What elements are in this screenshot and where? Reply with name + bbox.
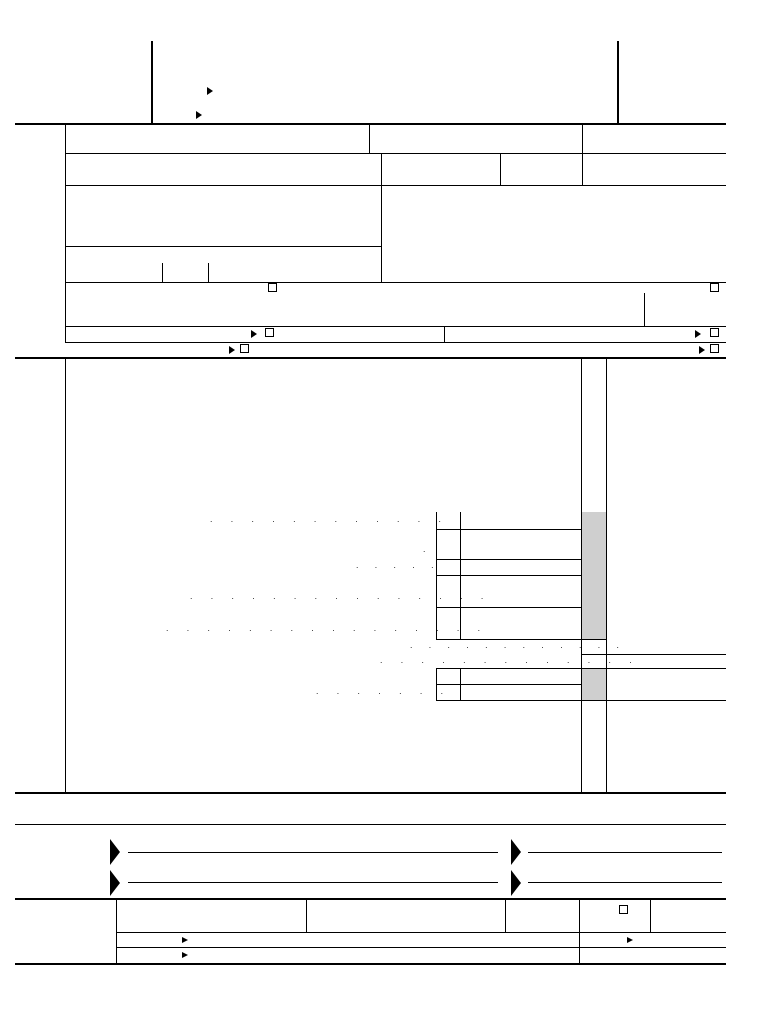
dot-leader: .	[423, 544, 426, 554]
part2-left-rule	[65, 358, 66, 792]
rule	[15, 824, 726, 825]
rule	[505, 899, 506, 932]
preparer-name-input[interactable]	[121, 913, 304, 930]
rule	[116, 899, 117, 963]
amount-13-input[interactable]	[461, 669, 580, 684]
executor-date-input[interactable]	[535, 836, 721, 851]
rule	[116, 932, 726, 933]
shade	[582, 668, 606, 700]
executor-address-input[interactable]	[386, 224, 722, 269]
firm-address-input[interactable]	[195, 949, 575, 962]
multiple-executors-checkbox-end[interactable]	[710, 283, 719, 292]
dot-leader: . . . . . . . . . . . . .	[380, 655, 640, 665]
self-employed-checkbox[interactable]	[619, 905, 628, 914]
header-rule	[15, 123, 726, 125]
firm-phone-input[interactable]	[636, 949, 722, 962]
part-rule	[15, 898, 726, 900]
arrow-icon	[695, 330, 701, 338]
rule	[500, 153, 501, 185]
rule	[381, 153, 382, 185]
executor-name-input[interactable]	[98, 230, 378, 245]
rule	[582, 153, 583, 185]
rule	[436, 575, 581, 576]
dot-leader: . . . . . . . . . . . . . . . .	[166, 623, 489, 633]
rule	[65, 153, 726, 154]
rule	[116, 947, 726, 948]
amount-12-input[interactable]	[607, 655, 725, 668]
rule	[644, 293, 645, 326]
rule	[65, 342, 726, 343]
header-divider-left	[151, 41, 153, 125]
multiple-executors-checkbox[interactable]	[268, 283, 277, 292]
rule	[436, 529, 581, 530]
dot-leader: . . . . . . . . . . . . .	[210, 514, 470, 524]
rule	[582, 124, 583, 153]
dot-leader: . . . . . . . . . . . .	[410, 640, 626, 650]
rule	[650, 899, 651, 932]
part1-left-rule	[65, 124, 66, 342]
arrow-icon	[196, 111, 202, 119]
amount-col-right	[606, 358, 607, 792]
firm-name-input[interactable]	[195, 934, 575, 947]
rule	[128, 882, 498, 883]
rule	[65, 282, 726, 283]
header-divider-right	[617, 41, 619, 125]
rule	[381, 185, 382, 282]
case-number-input[interactable]	[649, 308, 721, 324]
rule	[128, 852, 498, 853]
decedent-last-name-input[interactable]	[374, 138, 579, 153]
shade	[582, 512, 606, 639]
rule	[579, 899, 580, 963]
amount-9c-input[interactable]	[461, 560, 580, 576]
part-rule	[15, 792, 726, 794]
sign-arrow-icon	[110, 839, 120, 865]
amount-10-input[interactable]	[461, 623, 580, 639]
arrow-icon	[699, 346, 705, 354]
rule	[65, 185, 726, 186]
schedule-r1-checkbox[interactable]	[240, 344, 249, 353]
testate-checkbox[interactable]	[265, 328, 274, 337]
rule	[528, 852, 722, 853]
rule	[65, 246, 381, 247]
arrow-icon	[182, 937, 188, 943]
preparer-date-input[interactable]	[512, 913, 575, 930]
executor-signature-2-input[interactable]	[135, 866, 497, 882]
dot-leader: . . . . . . . . . . . . . . .	[190, 591, 492, 601]
preparer-signature-input[interactable]	[311, 913, 502, 930]
date-arrow-icon	[511, 870, 521, 896]
rule	[444, 326, 445, 342]
arrow-icon	[251, 330, 257, 338]
executor-date-2-input[interactable]	[535, 866, 721, 882]
arrow-icon	[627, 937, 633, 943]
amount-11-input[interactable]	[607, 640, 725, 655]
amount-9d-input[interactable]	[461, 592, 580, 608]
executor-ssn-input[interactable]	[98, 263, 378, 281]
rule	[436, 700, 726, 701]
sign-arrow-icon	[110, 870, 120, 896]
arrow-icon	[207, 87, 213, 95]
arrow-icon	[229, 346, 235, 354]
extension-checkbox[interactable]	[710, 328, 719, 337]
decedent-ssn-input[interactable]	[587, 138, 722, 153]
amount-9a-input[interactable]	[461, 513, 580, 529]
rule	[306, 899, 307, 932]
rule	[369, 124, 370, 153]
rule	[528, 882, 722, 883]
amount-14-input[interactable]	[461, 685, 580, 700]
ptin-input[interactable]	[656, 913, 722, 930]
part-rule	[15, 963, 726, 965]
estimated-value-checkbox[interactable]	[710, 344, 719, 353]
dot-leader: . . . . . . .	[316, 686, 452, 696]
rule	[436, 607, 581, 608]
amount-9b-input[interactable]	[461, 543, 580, 559]
firm-ein-input[interactable]	[636, 934, 722, 947]
executor-signature-input[interactable]	[135, 836, 497, 851]
rule	[65, 326, 726, 327]
court-input[interactable]	[98, 308, 638, 324]
arrow-icon	[182, 952, 188, 958]
dot-leader: . . . . .	[356, 560, 441, 570]
decedent-first-name-input[interactable]	[98, 138, 366, 153]
date-arrow-icon	[511, 839, 521, 865]
part-rule	[15, 357, 726, 359]
